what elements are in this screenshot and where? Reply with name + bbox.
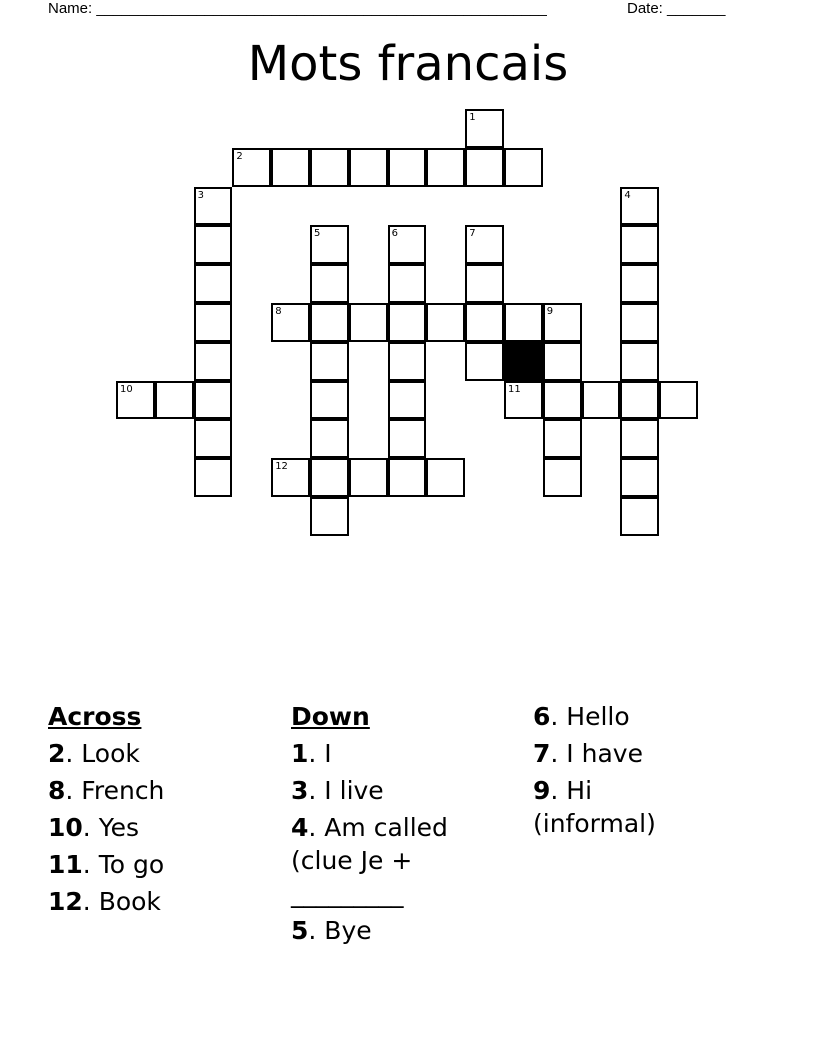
clue-item: 8. French [48,776,165,805]
crossword-cell[interactable] [116,381,155,420]
crossword-cell[interactable] [620,419,659,458]
crossword-cell[interactable] [543,303,582,342]
crossword-cell[interactable] [388,342,427,381]
clue-item: 10. Yes [48,813,140,842]
name-field-label: Name: ______________________________________________________ [48,0,547,17]
crossword-cell[interactable] [194,342,233,381]
crossword-cell[interactable] [232,148,271,187]
crossword-cell[interactable] [543,381,582,420]
crossword-cell[interactable] [543,342,582,381]
crossword-cell[interactable] [388,225,427,264]
clue-number: 8 [275,306,282,317]
down-clues-column-1 [291,700,491,951]
crossword-cell[interactable] [620,342,659,381]
crossword-cell[interactable] [504,381,543,420]
crossword-cell[interactable] [194,303,233,342]
crossword-cell[interactable] [426,303,465,342]
crossword-cell[interactable] [620,225,659,264]
crossword-cell[interactable] [388,264,427,303]
clue-item: 9. Hi (informal) [533,776,656,838]
crossword-cell[interactable] [349,148,388,187]
crossword-cell[interactable] [310,148,349,187]
crossword-cell[interactable] [620,187,659,226]
crossword-cell[interactable] [543,458,582,497]
across-clues [48,700,278,922]
crossword-cell[interactable] [271,148,310,187]
down-heading: Down [291,702,370,731]
crossword-cell[interactable] [620,264,659,303]
across-heading: Across [48,702,142,731]
clue-number: 9 [546,306,554,317]
clue-item: 12. Book [48,887,161,916]
crossword-cell[interactable] [271,303,310,342]
clue-number: 5 [314,228,321,240]
clue-number: 6 [391,228,398,240]
crossword-cell[interactable] [543,419,582,458]
crossword-cell[interactable] [310,419,349,458]
clue-item: 3. I live [291,776,384,805]
crossword-cell[interactable] [155,381,194,420]
clue-item: 6. Hello [533,702,630,731]
crossword-cell[interactable] [659,381,698,420]
clue-item: 2. Look [48,739,140,768]
crossword-cell[interactable] [310,303,349,342]
clue-number: 1 [469,112,476,123]
crossword-cell[interactable] [620,497,659,536]
crossword-cell[interactable] [310,497,349,536]
clue-number: 11 [508,383,521,395]
crossword-cell[interactable] [194,458,233,497]
crossword-cell[interactable] [465,109,504,148]
clue-number: 10 [120,383,133,395]
crossword-cell[interactable] [465,303,504,342]
clue-item: 1. I [291,739,332,768]
crossword-cell[interactable] [310,264,349,303]
crossword-cell[interactable] [620,458,659,497]
crossword-cell[interactable] [465,225,504,264]
crossword-cell[interactable] [194,419,233,458]
crossword-cell[interactable] [194,187,233,226]
clue-number: 3 [197,189,204,201]
clue-item: 11. To go [48,850,165,879]
crossword-cell[interactable] [388,458,427,497]
clue-item: 5. Bye [291,916,372,945]
crossword-cell[interactable] [504,148,543,187]
crossword-cell[interactable] [310,458,349,497]
clue-number: 4 [624,189,631,201]
crossword-cell[interactable] [620,303,659,342]
crossword-cell[interactable] [465,148,504,187]
crossword-cell[interactable] [620,381,659,420]
clue-number: 2 [236,150,243,162]
crossword-cell[interactable] [465,264,504,303]
crossword-cell[interactable] [388,381,427,420]
crossword-cell[interactable] [388,148,427,187]
clue-number: 12 [275,461,288,473]
crossword-cell[interactable] [349,458,388,497]
crossword-cell[interactable] [310,342,349,381]
down-clues-column-2 [533,700,693,844]
clue-item: 4. Am called (clue Je + _________ [291,813,448,908]
crossword-cell[interactable] [349,303,388,342]
black-cell [504,342,543,381]
crossword-cell[interactable] [194,381,233,420]
crossword-cell[interactable] [582,381,621,420]
crossword-cell[interactable] [310,225,349,264]
crossword-cell[interactable] [194,264,233,303]
clue-number: 7 [469,228,476,240]
crossword-cell[interactable] [426,458,465,497]
crossword-cell[interactable] [465,342,504,381]
crossword-cell[interactable] [271,458,310,497]
crossword-cell[interactable] [388,303,427,342]
clue-item: 7. I have [533,739,643,768]
crossword-cell[interactable] [388,419,427,458]
crossword-cell[interactable] [194,225,233,264]
page-title: Mots francais [247,36,569,92]
crossword-cell[interactable] [310,381,349,420]
date-field-label: Date: _______ [627,0,726,17]
crossword-cell[interactable] [426,148,465,187]
crossword-cell[interactable] [504,303,543,342]
